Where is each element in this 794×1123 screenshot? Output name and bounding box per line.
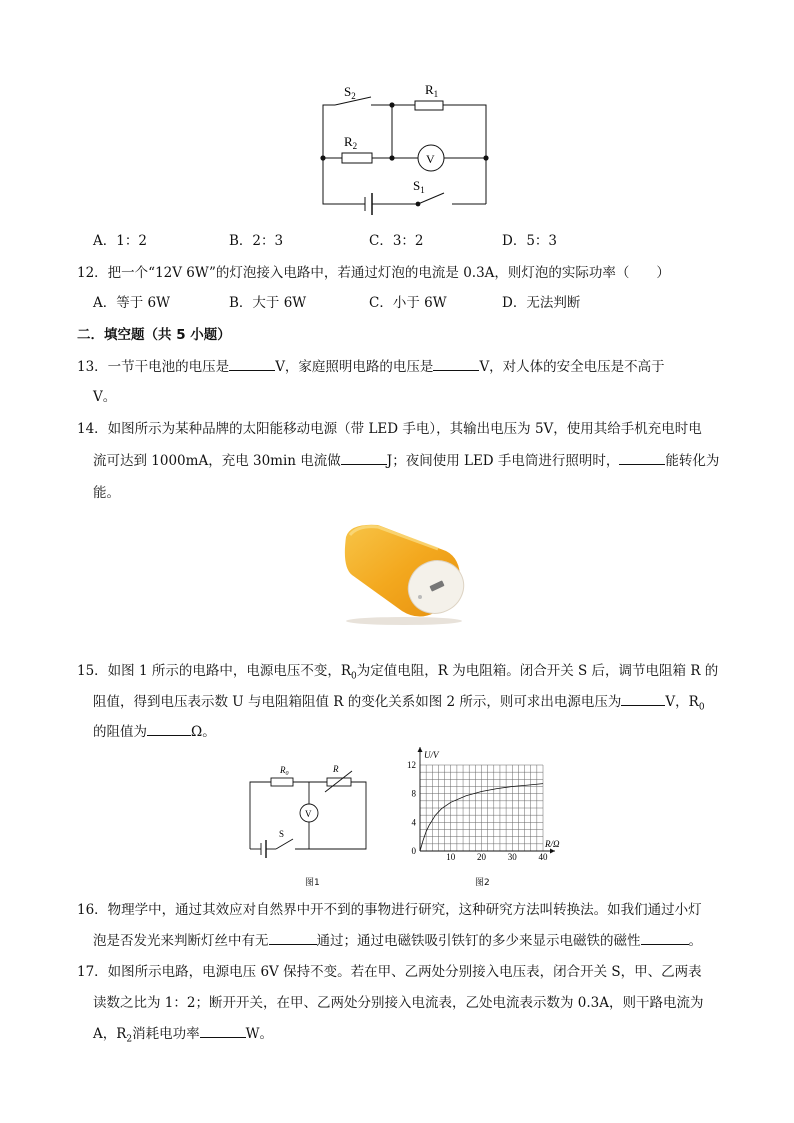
x-axis-label: R/Ω (545, 839, 560, 849)
q17-line-2: 读数之比为 1：2；断开开关，在甲、乙两处分别接入电流表，乙处电流表示数为 0.3A，则干路电流为 (93, 995, 704, 1011)
u-r-chart (400, 738, 575, 868)
q17-blank-1[interactable] (200, 1025, 246, 1038)
label-switch-s: S (279, 829, 285, 839)
q15-line-1: 15．如图 1 所示的电路中，电源电压不变，$R_0$为定值电阻，R 为电阻箱。闭合开关 S 后，调节电阻箱 R 的 (77, 663, 719, 682)
q11-option-d: D．5：3 (502, 233, 558, 249)
q13-blank-1[interactable] (229, 358, 275, 371)
q15-line-2: 阻值，得到电压表示数 U 与电阻箱阻值 R 的变化关系如图 2 所示，则可求出电源电压为 V，$R_0$ (93, 694, 705, 713)
q14-blank-2[interactable] (619, 452, 665, 465)
label-r2: $R_2$ (344, 134, 358, 151)
q12-option-a: A．等于 6W (93, 295, 171, 311)
y-axis-arrow (418, 747, 423, 752)
y-axis-label: U/V (424, 750, 439, 760)
x-tick-label: 20 (477, 852, 486, 862)
q11-option-a: A．1：2 (93, 233, 147, 249)
q17-line-3: A，$R_2$消耗电功率 W。 (93, 1026, 274, 1045)
q14-line-1: 14．如图所示为某种品牌的太阳能移动电源（带 LED 手电），其输出电压为 5V，使用其给手机充电时电 (77, 421, 702, 437)
q15-blank-2[interactable] (147, 723, 191, 736)
q12-option-d: D．无法判断 (502, 295, 581, 311)
q16-blank-2[interactable] (641, 932, 689, 945)
q17-line-1: 17．如图所示电路，电源电压 6V 保持不变。若在甲、乙两处分别接入电压表，闭合开关 S，甲、乙两表 (77, 964, 702, 980)
q12-option-c: C．小于 6W (369, 295, 447, 311)
q16-line-1: 16．物理学中，通过其效应对自然界中开不到的事物进行研究，这种研究方法叫转换法。如我们通过小灯 (77, 902, 702, 918)
q14-blank-1[interactable] (341, 452, 387, 465)
figure-2-caption: 图2 (475, 878, 490, 888)
q13-line-2: V。 (93, 389, 117, 405)
q16-blank-1[interactable] (269, 932, 317, 945)
section-heading-fill-in: 二．填空题（共 5 小题） (77, 327, 231, 343)
x-tick-label: 10 (446, 852, 456, 862)
q14-line-3: 能。 (93, 485, 120, 501)
y-tick-label: 0 (411, 846, 416, 856)
label-s1: $S_1$ (413, 178, 425, 195)
y-tick-label: 12 (407, 760, 416, 770)
y-tick-label: 8 (411, 788, 416, 799)
figure-1-caption: 图1 (305, 878, 320, 888)
x-tick-label: 30 (507, 852, 517, 862)
y-tick-label: 4 (411, 817, 416, 828)
label-voltmeter-2: V (305, 809, 312, 819)
q12-option-b: B．大于 6W (229, 295, 307, 311)
label-r0: $R_0$ (280, 765, 289, 777)
label-r: R (333, 764, 339, 774)
label-r1: $R_1$ (425, 82, 439, 99)
q14-line-2: 流可达到 1000mA，充电 30min 电流做 J；夜间使用 LED 手电筒进行照明时， 能转化为 (93, 453, 720, 469)
x-axis-arrow (550, 849, 555, 854)
label-s2: $S_2$ (344, 84, 356, 101)
q11-option-b: B．2：3 (229, 233, 284, 249)
circuit-diagram-1 (314, 76, 496, 216)
power-bank-image (338, 515, 470, 627)
q16-line-2: 泡是否发光来判断灯丝中有无 通过；通过电磁铁吸引铁钉的多少来显示电磁铁的磁性 。 (93, 933, 702, 949)
q15-blank-1[interactable] (621, 693, 665, 706)
q13-blank-2[interactable] (433, 358, 479, 371)
x-tick-label: 40 (538, 852, 548, 862)
q15-line-3: 的阻值为 Ω。 (93, 724, 216, 740)
circuit-diagram-2 (244, 758, 372, 888)
q13-line-1: 13．一节干电池的电压是 V，家庭照明电路的电压是 V，对人体的安全电压是不高于 (77, 359, 665, 375)
q12-stem: 12．把一个“12V 6W”的灯泡接入电路中，若通过灯泡的电流是 0.3A，则灯泡的实际功率（ ） (77, 265, 670, 281)
q11-option-c: C．3：2 (369, 233, 424, 249)
label-voltmeter: V (426, 152, 435, 166)
